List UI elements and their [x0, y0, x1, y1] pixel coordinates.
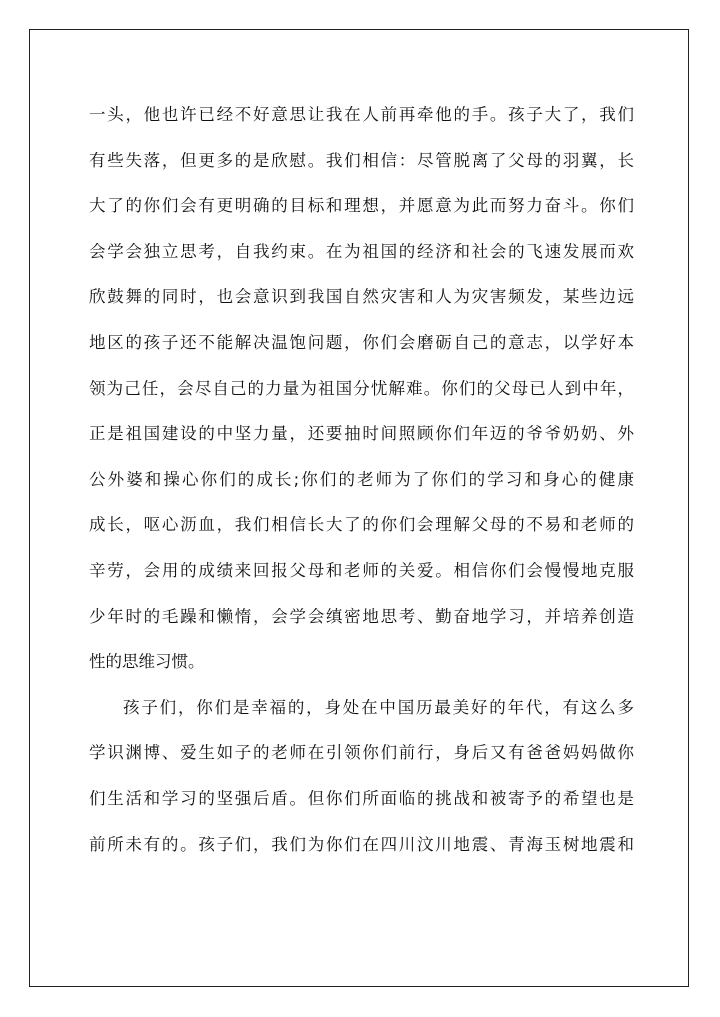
text-line: 公外婆和操心你们的成长;你们的老师为了你们的学习和身心的健康: [89, 469, 634, 489]
text-line: 孩子们，你们是幸福的，身处在中国历最美好的年代，有这么多: [123, 697, 634, 717]
paragraph-1: [89, 92, 634, 685]
text-line: 有些失落，但更多的是欣慰。我们相信：尽管脱离了父母的羽翼，长: [89, 150, 634, 170]
text-line: 领为己任，会尽自己的力量为祖国分忧解难。你们的父母已人到中年，: [89, 378, 634, 398]
text-line: 成长，呕心沥血，我们相信长大了的你们会理解父母的不易和老师的: [89, 515, 634, 535]
text-line: 一头，他也许已经不好意思让我在人前再牵他的手。孩子大了，我们: [89, 105, 634, 124]
paragraph-2: [89, 685, 634, 867]
text-line: 正是祖国建设的中坚力量，还要抽时间照顾你们年迈的爷爷奶奶、外: [89, 424, 634, 444]
text-line: 学识渊博、爱生如子的老师在引领你们前行，身后又有爸爸妈妈做你: [89, 743, 634, 763]
text-line: 性的思维习惯。: [89, 652, 205, 672]
text-line: 前所未有的。孩子们，我们为你们在四川汶川地震、青海玉树地震和: [89, 834, 634, 854]
text-line: 少年时的毛躁和懒惰，会学会缜密地思考、勤奋地学习，并培养创造: [89, 606, 634, 626]
document-body: [89, 92, 634, 867]
text-line: 欣鼓舞的同时，也会意识到我国自然灾害和人为灾害频发，某些边远: [89, 287, 634, 307]
text-line: 们生活和学习的坚强后盾。但你们所面临的挑战和被寄予的希望也是: [89, 788, 634, 808]
text-line: 地区的孩子还不能解决温饱问题，你们会磨砺自己的意志，以学好本: [89, 332, 634, 352]
text-line: 辛劳，会用的成绩来回报父母和老师的关爱。相信你们会慢慢地克服: [89, 560, 634, 580]
text-line: 大了的你们会有更明确的目标和理想，并愿意为此而努力奋斗。你们: [89, 196, 634, 216]
text-line: 会学会独立思考，自我约束。在为祖国的经济和社会的飞速发展而欢: [89, 241, 634, 261]
